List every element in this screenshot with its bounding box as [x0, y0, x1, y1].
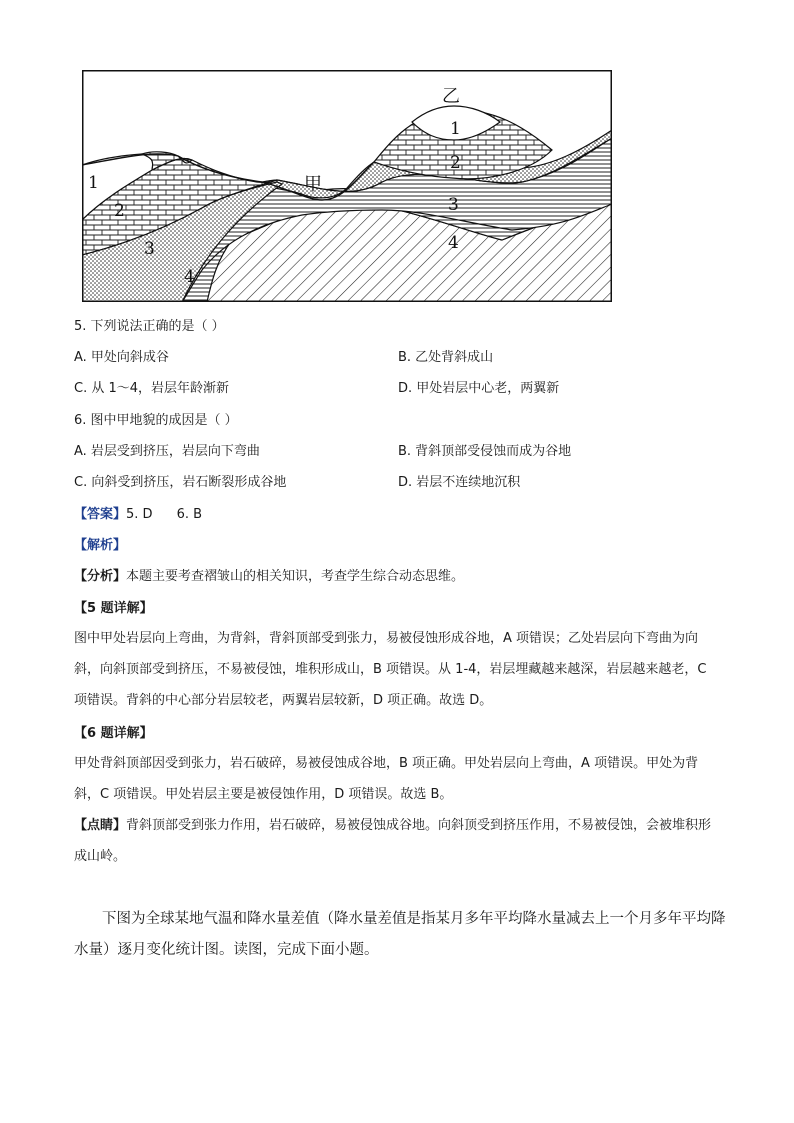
detail-6-tag: 【6 题详解】: [74, 726, 153, 741]
q6-option-b: B. 背斜顶部受侵蚀而成为谷地: [398, 444, 572, 459]
dianjing-tag: 【点睛】: [74, 818, 127, 833]
label-right-4: 4: [448, 233, 459, 253]
analysis-tag: 【解析】: [74, 538, 127, 553]
detail-6-text: 甲处背斜顶部因受到张力，岩石破碎，易被侵蚀成谷地，B 项正确。甲处岩层向上弯曲，A 项错误。甲处为背斜，C 项错误。甲处岩层主要是被侵蚀作用，D 项错误。故选 B。: [74, 756, 699, 802]
label-right-1: 1: [450, 119, 461, 139]
dianjing-paragraph: [74, 810, 720, 872]
answer-5: 5. D: [126, 507, 153, 522]
fenxi-tag: 【分析】: [74, 569, 127, 584]
q6-option-c: C. 向斜受到挤压，岩石断裂形成谷地: [74, 475, 287, 490]
label-right-2: 2: [450, 153, 461, 173]
answer-tag: 【答案】: [74, 507, 127, 522]
label-yi: 乙: [442, 86, 460, 107]
answer-line: [74, 506, 202, 524]
label-left-4: 4: [184, 267, 195, 287]
label-left-3: 3: [144, 239, 155, 259]
label-left-1: 1: [88, 173, 99, 193]
dianjing-text: 背斜顶部受到张力作用，岩石破碎，易被侵蚀成谷地。向斜顶受到挤压作用，不易被侵蚀，会被堆积形成山岭。: [74, 818, 712, 864]
q5-option-d: D. 甲处岩层中心老，两翼新: [398, 381, 560, 396]
q5-option-a: A. 甲处向斜成谷: [74, 350, 169, 365]
detail-5-tag: 【5 题详解】: [74, 601, 153, 616]
fenxi-text: 本题主要考查褶皱山的相关知识，考查学生综合动态思维。: [126, 569, 465, 584]
label-right-3: 3: [448, 195, 459, 215]
fenxi-paragraph: [74, 561, 720, 592]
q6-option-a: A. 岩层受到挤压，岩层向下弯曲: [74, 444, 260, 459]
q6-option-d: D. 岩层不连续地沉积: [398, 475, 521, 490]
q5-option-c: C. 从 1～4，岩层年龄渐新: [74, 381, 230, 396]
label-left-2: 2: [114, 201, 125, 221]
fold-cross-section-figure: [82, 70, 612, 302]
q6-stem: 6. 图中甲地貌的成因是（ ）: [74, 413, 238, 428]
label-jia: 甲: [304, 174, 322, 195]
detail-5-text: 图中甲处岩层向上弯曲，为背斜，背斜顶部受到张力，易被侵蚀形成谷地，A 项错误；乙处岩层向下弯曲为向斜，向斜顶部受到挤压，不易被侵蚀，堆积形成山，B 项错误。从 1-4，岩层埋藏越来越深，岩层越来越老，C 项错误。背斜的中心部分岩层较老，两翼岩层较新，D 项正确。故选 D。: [74, 631, 707, 708]
next-question-intro: 下图为全球某地气温和降水量差值（降水量差值是指某月多年平均降水量减去上一个月多年平均降水量）逐月变化统计图。读图，完成下面小题。: [74, 911, 726, 958]
q5-stem: 5. 下列说法正确的是（ ）: [74, 319, 225, 334]
answer-6: 6. B: [176, 507, 203, 522]
q5-option-b: B. 乙处背斜成山: [398, 350, 494, 365]
